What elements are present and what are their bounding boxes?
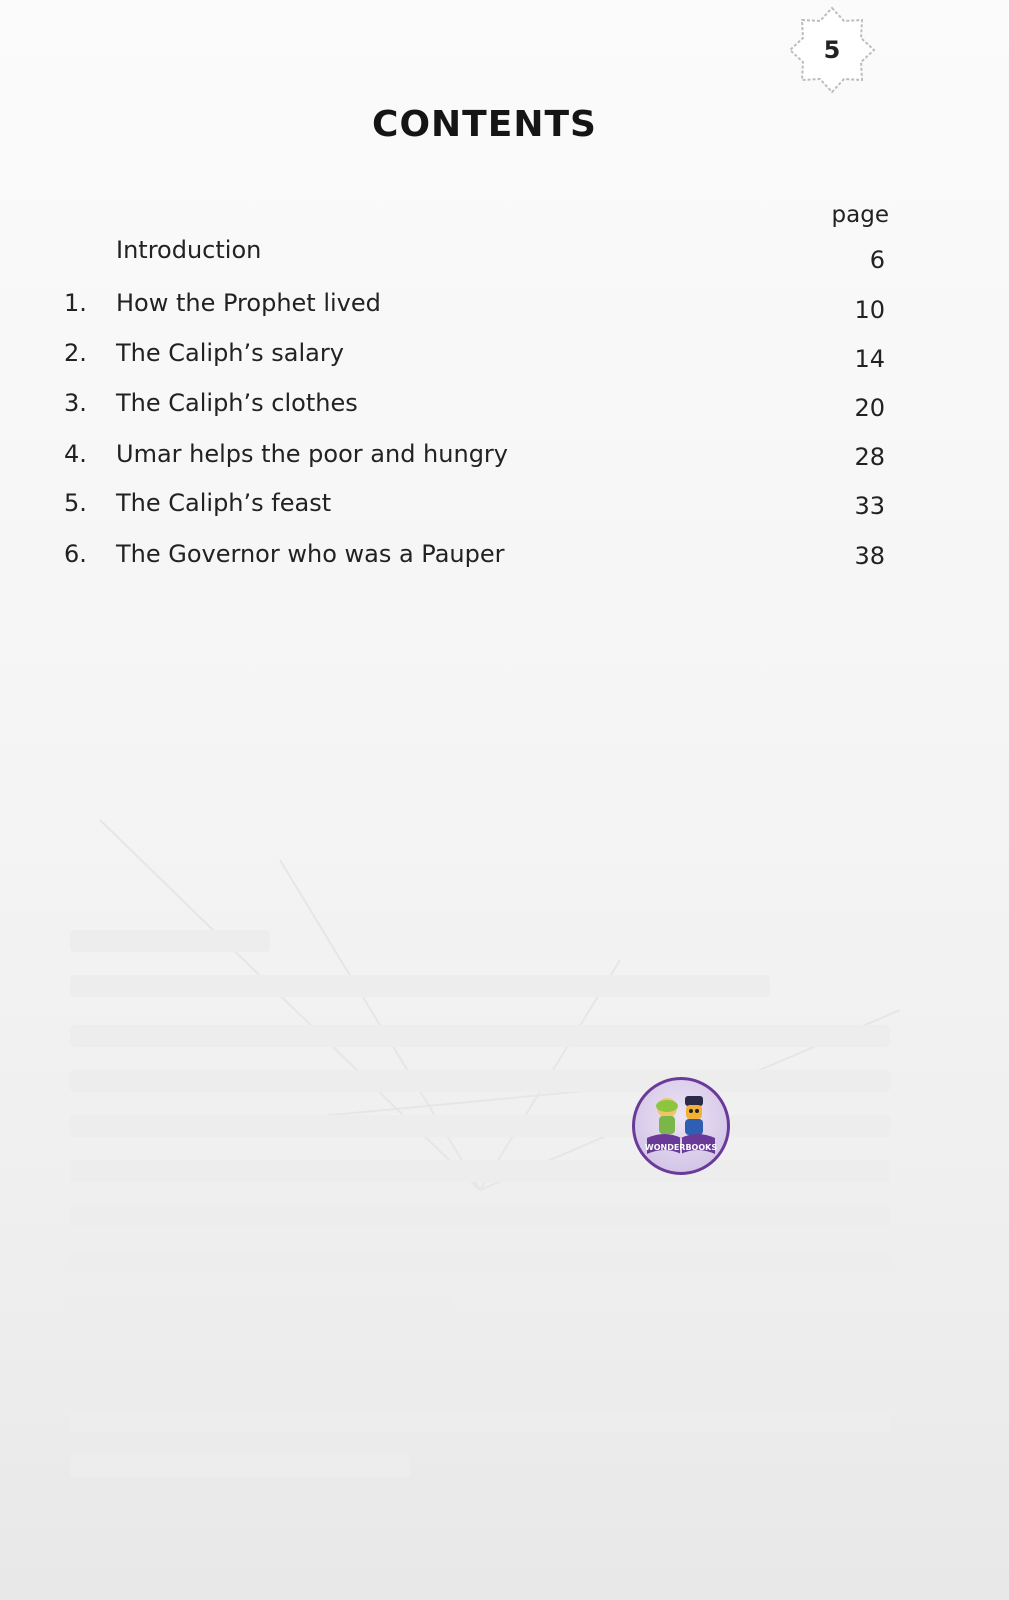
toc-entry-page: 20	[854, 394, 885, 422]
toc-entry-introduction	[0, 236, 1009, 276]
logo-wordmark: WONDERBOOKS	[644, 1143, 718, 1152]
toc-entry-number: 2.	[64, 339, 87, 367]
toc-entry	[0, 540, 1009, 580]
page-column-label: page	[831, 202, 889, 228]
toc-entry	[0, 339, 1009, 379]
toc-entry	[0, 489, 1009, 529]
toc-entry-number: 4.	[64, 440, 87, 468]
toc-entry-page: 33	[854, 492, 885, 520]
toc-entry-title: Umar helps the poor and hungry	[116, 440, 508, 468]
toc-entry-page: 28	[854, 443, 885, 471]
toc-entry	[0, 289, 1009, 329]
toc-entry-title: The Caliph’s feast	[116, 489, 332, 517]
toc-entry-number: 6.	[64, 540, 87, 568]
toc-entry-page: 14	[854, 345, 885, 373]
publisher-logo	[632, 1077, 730, 1175]
toc-entry-title: How the Prophet lived	[116, 289, 381, 317]
book-characters-icon	[635, 1080, 727, 1172]
toc-entry	[0, 440, 1009, 480]
toc-entry-title: The Caliph’s clothes	[116, 389, 358, 417]
page-number-badge	[786, 4, 878, 96]
toc-entry-title: The Governor who was a Pauper	[116, 540, 505, 568]
toc-entry-page: 6	[869, 246, 885, 274]
toc-entry-title: The Caliph’s salary	[116, 339, 344, 367]
page-title: CONTENTS	[372, 104, 597, 145]
toc-entry-number: 3.	[64, 389, 87, 417]
toc-entry-page: 38	[854, 542, 885, 570]
toc-entry	[0, 389, 1009, 429]
toc-entry-number: 1.	[64, 289, 87, 317]
page-number: 5	[823, 36, 841, 64]
toc-entry-page: 10	[854, 296, 885, 324]
toc-entry-title: Introduction	[116, 236, 262, 264]
toc-entry-number: 5.	[64, 489, 87, 517]
